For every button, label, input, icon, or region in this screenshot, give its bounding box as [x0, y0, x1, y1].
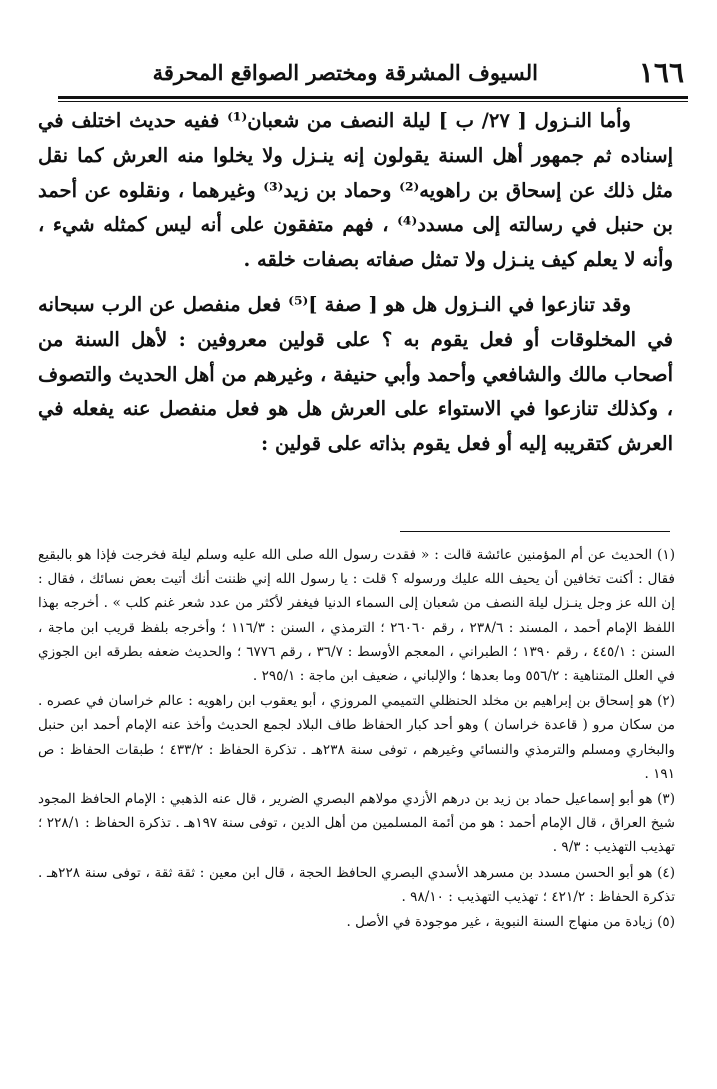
footnote-5: (٥) زيادة من منهاج السنة النبوية ، غير موجودة في الأصل .	[346, 914, 675, 931]
body-paragraph: وقد تنازعوا في النـزول هل هو [ صفة ]⁽⁵⁾ فعل منفصل عن الرب سبحانه في المخلوقات أو فعل يقوم به ؟ على قولين معروفين : لأهل السنة من أصحاب مالك والشافعي وأحمد وأبي حنيفة ، وغيرهم من أهل الحديث والتصوف ، وكذلك تنازعوا في الاستواء على العرش هل هو فعل منفصل عنه يفعله في العرش كتقريبه إليه أو فعل يقوم بذاته على قولين :	[38, 292, 673, 456]
header-rule	[58, 96, 688, 99]
footnote-1: (١) الحديث عن أم المؤمنين عائشة قالت : « فقدت رسول الله صلى الله عليه وسلم ليلة فخرجت فإذا هو بالبقيع فقال : أكنت تخافين أن يحيف الله عليك ورسوله ؟ قلت : يا رسول الله إني ظننت أنك أتيت بعض نسائك ، فقال : إن الله عز وجل ينـزل ليلة النصف من شعبان إلى السماء الدنيا فيغفر لأكثر من عدد شعر غنم كلب » . أخرجه بهذا اللفظ الإمام أحمد ، المسند : ٢٣٨/٦ ، رقم ٢٦٠٦٠ ؛ الترمذي ، السنن : ١١٦/٣ ؛ وأخرجه بلفظ قريب ابن ماجة ، السنن : ٤٤٥/١ ، رقم ١٣٩٠ ؛ الطبراني ، المعجم الأوسط : ٣٦/٧ ، رقم ٦٧٧٦ ؛ والحديث ضعفه بطرقه ابن الجوزي في العلل المتناهية : ٥٥٦/٢ وما بعدها ؛ والإلباني ، ضعيف ابن ماجة : ٢٩٥/١ .	[38, 547, 675, 685]
footnote-separator	[400, 531, 670, 532]
page-header	[58, 52, 688, 102]
footnote-2: (٢) هو إسحاق بن إبراهيم بن مخلد الحنظلي التميمي المروزي ، أبو يعقوب ابن راهويه : عالم خراسان في عصره . من سكان مرو ( قاعدة خراسان ) وهو أحد كبار الحفاظ طاف البلاد لجمع الحديث وأخذ عنه الإمام أحمد ابن حنبل والبخاري ومسلم والترمذي والنسائي وغيرهم ، توفى سنة ٢٣٨هـ . تذكرة الحفاظ : ٤٣٣/٢ ؛ طبقات الحفاظ : ص ١٩١ .	[38, 693, 675, 782]
footnotes	[38, 543, 675, 934]
footnote-3: (٣) هو أبو إسماعيل حماد بن زيد بن درهم الأزدي مولاهم البصري الضرير ، قال عنه الذهبي : الإمام الحافظ المجود شيخ العراق ، قال الإمام أحمد : هو من أئمة المسلمين من أهل الدين ، توفى سنة ١٩٧هـ . تذكرة الحفاظ : ٢٢٨/١ ؛ تهذيب التهذيب : ٩/٣ .	[38, 791, 675, 856]
footnote-4: (٤) هو أبو الحسن مسدد بن مسرهد الأسدي البصري الحافظ الحجة ، قال ابن معين : ثقة ثقة ، توفى سنة ٢٢٨هـ . تذكرة الحفاظ : ٤٢١/٢ ؛ تهذيب التهذيب : ٩٨/١٠ .	[38, 864, 676, 905]
header-rule-thin	[58, 101, 688, 102]
main-text	[38, 104, 673, 462]
running-title: السيوف المشرقة ومختصر الصواقع المحرقة	[152, 60, 538, 85]
body-paragraph: وأما النـزول [ ٢٧/ ب ] ليلة النصف من شعبان⁽¹⁾ ففيه حديث اختلف في إسناده ثم جمهور أهل السنة يقولون إنه ينـزل ولا يخلوا منه العرش كما نقل مثل ذلك عن إسحاق بن راهويه⁽²⁾ وحماد بن زيد⁽³⁾ وغيرهما ، ونقلوه عن أحمد بن حنبل في رسالته إلى مسدد⁽⁴⁾ ، فهم متفقون على أنه ليس كمثله شيء ، وأنه لا يعلم كيف ينـزل ولا تمثل صفاته بصفات خلقه .	[38, 109, 674, 272]
page-number: ١٦٦	[638, 56, 684, 89]
